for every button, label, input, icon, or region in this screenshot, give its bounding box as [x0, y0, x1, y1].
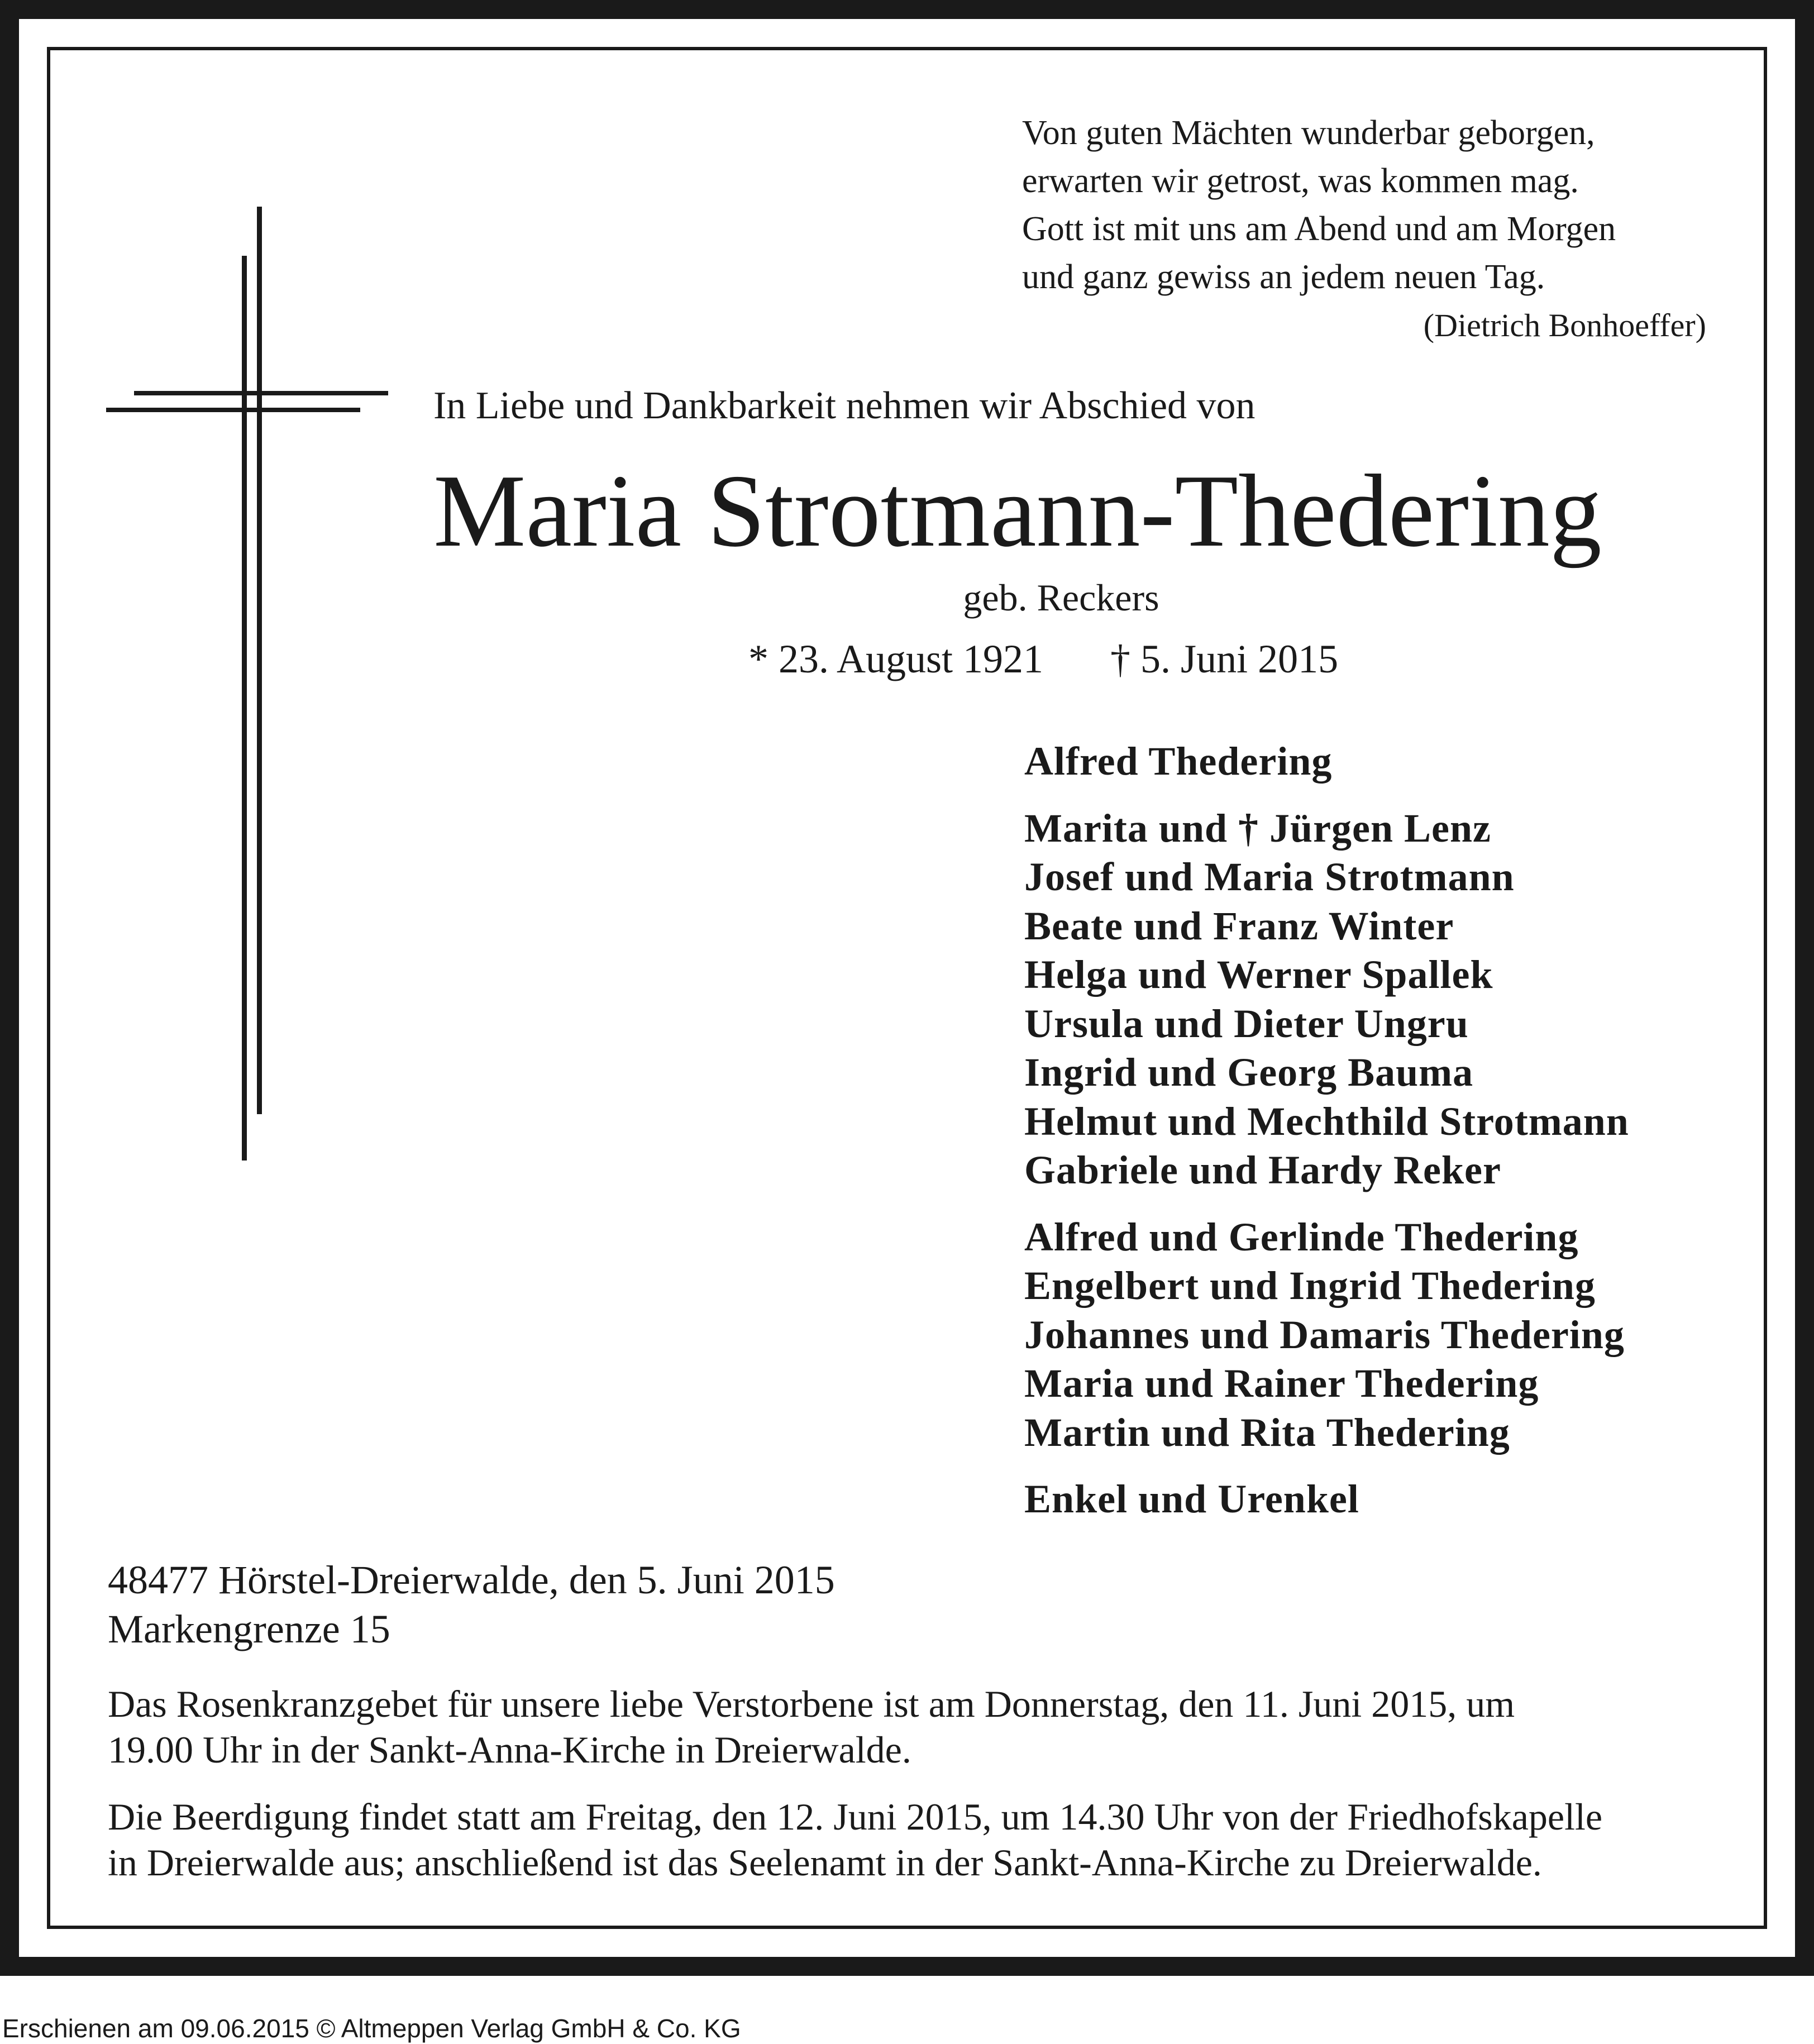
mourner-name: Helga und Werner Spallek: [1024, 952, 1493, 997]
mourner-name: Beate und Franz Winter: [1024, 903, 1454, 948]
cross-icon: [106, 207, 397, 1167]
mourner-name: Marita und † Jürgen Lenz: [1024, 805, 1492, 851]
notice-line: in Dreierwalde aus; anschließend ist das Seelenamt in der Sankt-Anna-Kirche zu Dreierwalde.: [108, 1841, 1542, 1884]
mourner-name: Ursula und Dieter Ungru: [1024, 1001, 1469, 1046]
poem-line: Von guten Mächten wunderbar geborgen,: [1022, 114, 1595, 152]
deceased-name: Maria Strotmann-Thedering: [433, 453, 1602, 569]
poem-line: und ganz gewiss an jedem neuen Tag.: [1022, 258, 1545, 296]
mourner-group: [1024, 1475, 1717, 1524]
notice-line: 19.00 Uhr in der Sankt-Anna-Kirche in Dreierwalde.: [108, 1728, 911, 1771]
birth-date: * 23. August 1921: [748, 637, 1044, 681]
mourner-group: [1024, 737, 1717, 786]
funeral-notice: [108, 1794, 1727, 1885]
family-address: [108, 1555, 1225, 1654]
death-date: † 5. Juni 2015: [1110, 637, 1339, 681]
mourner-name: Ingrid und Georg Bauma: [1024, 1050, 1474, 1095]
notice-line: Die Beerdigung findet statt am Freitag, den 12. Juni 2015, um 14.30 Uhr von der Friedhofskapelle: [108, 1795, 1603, 1838]
mourner-name: Gabriele und Hardy Reker: [1024, 1148, 1501, 1192]
mourner-name: Engelbert und Ingrid Thedering: [1024, 1263, 1596, 1308]
mourner-name: Alfred Thedering: [1024, 739, 1333, 784]
intro-text: In Liebe und Dankbarkeit nehmen wir Abschied von: [433, 384, 1256, 427]
mourner-group: [1024, 804, 1717, 1195]
poem-author: (Dietrich Bonhoeffer): [1423, 307, 1706, 343]
mourner-name: Alfred und Gerlinde Thedering: [1024, 1214, 1579, 1259]
address-line: Markengrenze 15: [108, 1607, 390, 1651]
mourner-name: Johannes und Damaris Thedering: [1024, 1312, 1625, 1357]
mourner-name: Helmut und Mechthild Strotmann: [1024, 1099, 1629, 1144]
rosary-notice: [108, 1681, 1727, 1773]
publication-footer: Erschienen am 09.06.2015 © Altmeppen Verlag GmbH & Co. KG: [2, 2014, 741, 2043]
bonhoeffer-poem: [1022, 109, 1706, 349]
mourner-name: Josef und Maria Strotmann: [1024, 854, 1515, 899]
mourner-name: Martin und Rita Thedering: [1024, 1410, 1510, 1455]
mourner-name: Enkel und Urenkel: [1024, 1477, 1359, 1521]
address-line: 48477 Hörstel-Dreierwalde, den 5. Juni 2015: [108, 1558, 835, 1602]
poem-line: Gott ist mit uns am Abend und am Morgen: [1022, 210, 1616, 248]
mourner-name: Maria und Rainer Thedering: [1024, 1361, 1539, 1406]
mourners-list: [1024, 737, 1717, 1542]
life-dates: [748, 634, 1419, 684]
poem-line: erwarten wir getrost, was kommen mag.: [1022, 162, 1579, 200]
mourner-group: [1024, 1213, 1717, 1458]
notice-line: Das Rosenkranzgebet für unsere liebe Verstorbene ist am Donnerstag, den 11. Juni 2015, um: [108, 1683, 1515, 1725]
maiden-name: geb. Reckers: [963, 576, 1159, 619]
